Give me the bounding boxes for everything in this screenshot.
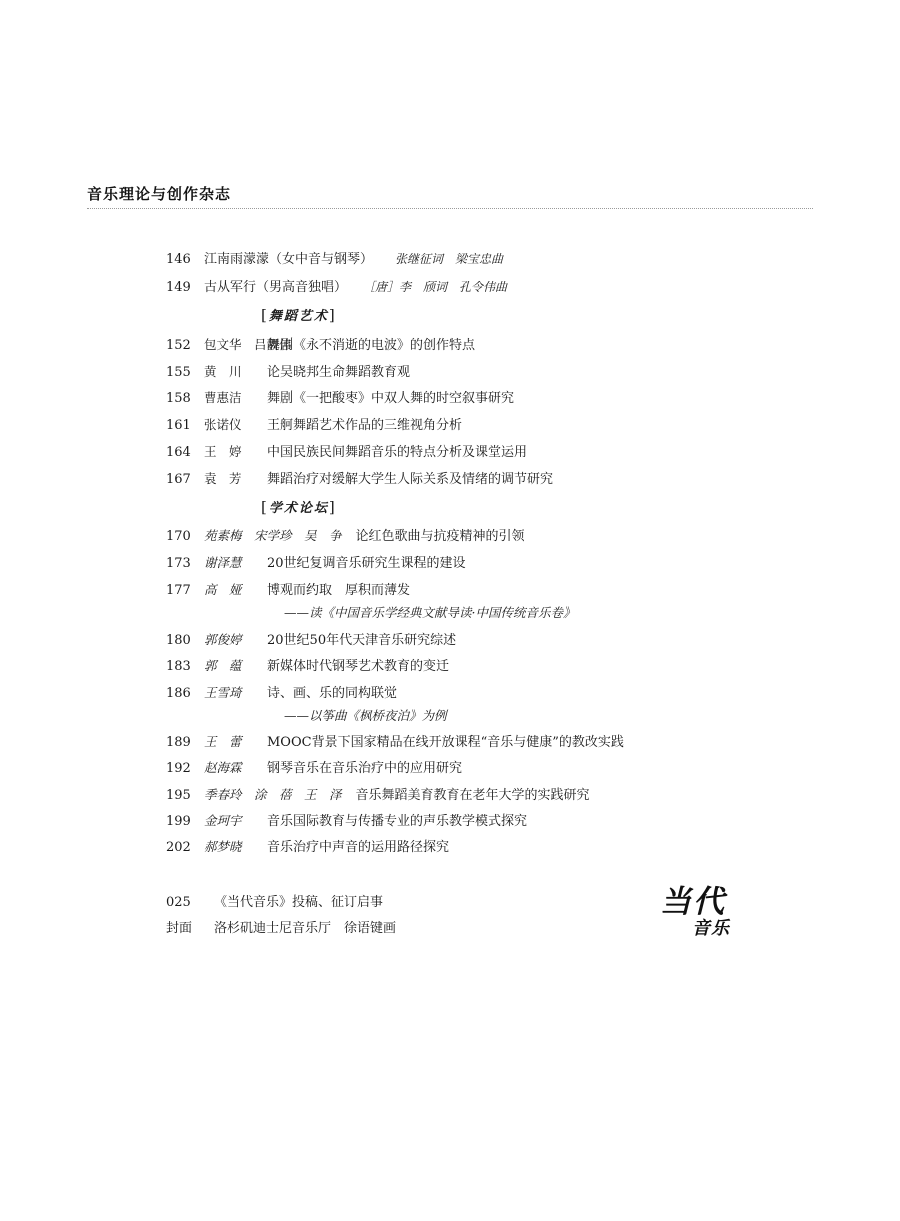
entry-title: 古从军行（男高音独唱） [204,280,348,295]
toc-entry[interactable] [166,632,456,649]
entry-subtitle: ——读《中国音乐学经典文献导读·中国传统音乐卷》 [284,605,576,620]
entry-author: 包文华 吕靓伟 [204,337,292,352]
entry-author: 郭俊婷 [204,632,242,647]
entry-author: 郝梦晓 [204,839,242,854]
toc-entry[interactable] [166,279,507,296]
journal-title: 音乐理论与创作杂志 [87,185,232,203]
footer-note[interactable] [166,921,396,937]
entry-title: 江南雨濛濛（女中音与钢琴） [204,252,374,267]
page-number: 封面 [166,921,193,936]
entry-author: 季春玲 涂 蓓 王 泽 [204,787,342,802]
entry-title: 音乐治疗中声音的运用路径探究 [267,840,450,855]
entry-title: 王舸舞蹈艺术作品的三维视角分析 [267,418,463,433]
page-number: 155 [166,365,191,380]
page-number: 192 [166,761,191,776]
entry-title: 诗、画、乐的同构联觉 [267,686,398,701]
toc-entry[interactable] [166,685,397,702]
page-number: 164 [166,445,191,460]
entry-title: 音乐国际教育与传播专业的声乐教学模式探究 [267,814,528,829]
toc-entry[interactable] [166,471,553,488]
page-number: 170 [166,529,191,544]
entry-author: 张诺仪 [204,417,242,432]
header-divider [87,208,813,209]
entry-title: 钢琴音乐在音乐治疗中的应用研究 [267,761,463,776]
page-number: 202 [166,840,191,855]
page-number: 195 [166,788,191,803]
toc-entry[interactable] [166,390,514,407]
section-heading-dance: [舞蹈艺术] [261,306,337,324]
toc-entry[interactable] [166,528,525,545]
toc-entry[interactable] [166,582,410,599]
entry-author: 曹惠洁 [204,390,242,405]
entry-credits: ［唐］李 颀词 孔令伟曲 [369,280,508,294]
page-number: 189 [166,735,191,750]
toc-entry[interactable] [166,555,466,572]
toc-entry[interactable] [166,658,449,675]
entry-author: 金珂宇 [204,813,242,828]
footer-text: 《当代音乐》投稿、征订启事 [214,895,384,910]
footer-note[interactable] [166,895,383,911]
page-number: 186 [166,686,191,701]
toc-entry[interactable] [166,364,410,381]
entry-credits: 张继征词 梁宝忠曲 [395,252,504,266]
entry-title: 论红色歌曲与抗疫精神的引领 [355,529,525,544]
toc-entry[interactable] [166,734,624,751]
toc-entry[interactable] [166,787,590,804]
entry-title: 音乐舞蹈美育教育在老年大学的实践研究 [355,788,590,803]
toc-entry[interactable] [166,337,475,354]
page-number: 177 [166,583,191,598]
entry-subtitle: ——以筝曲《枫桥夜泊》为例 [284,708,447,723]
entry-title: 论吴晓邦生命舞蹈教育观 [267,365,411,380]
entry-title: 舞剧《一把酸枣》中双人舞的时空叙事研究 [267,391,515,406]
footer-text: 洛杉矶迪士尼音乐厅 徐语键画 [214,921,397,936]
page-number: 180 [166,633,191,648]
magazine-logo [658,876,743,942]
entry-author: 苑素梅 宋学珍 吴 争 [204,528,342,543]
entry-title: 20世纪复调音乐研究生课程的建设 [267,556,466,571]
entry-author: 王 婷 [204,444,242,459]
entry-title: 舞蹈治疗对缓解大学生人际关系及情绪的调节研究 [267,472,554,487]
toc-entry[interactable] [166,444,527,461]
entry-title: 中国民族民间舞蹈音乐的特点分析及课堂运用 [267,445,528,460]
entry-title: 博观而约取 厚积而薄发 [267,583,411,598]
toc-entry[interactable] [166,813,527,830]
page-number: 158 [166,391,191,406]
entry-author: 谢泽慧 [204,555,242,570]
page-number: 149 [166,280,191,295]
page-number: 146 [166,252,191,267]
entry-title: 舞剧《永不消逝的电波》的创作特点 [267,338,476,353]
page-number: 025 [166,895,191,910]
logo-line-2: 音乐 [692,918,730,939]
entry-author: 袁 芳 [204,471,242,486]
page-number: 167 [166,472,191,487]
page-number: 199 [166,814,191,829]
entry-author: 高 娅 [204,582,242,597]
page-number: 152 [166,338,191,353]
page-number: 183 [166,659,191,674]
entry-author: 王雪琦 [204,685,242,700]
toc-entry[interactable] [166,839,449,856]
section-heading-forum: [学术论坛] [261,498,337,516]
page-number: 173 [166,556,191,571]
entry-author: 郭 蕴 [204,658,242,673]
entry-author: 黄 川 [204,364,242,379]
entry-title: 20世纪50年代天津音乐研究综述 [267,633,457,648]
entry-title: 新媒体时代钢琴艺术教育的变迁 [267,659,450,674]
logo-line-1: 当代 [660,884,726,920]
entry-author: 赵海霖 [204,760,242,775]
toc-entry[interactable] [166,417,462,434]
page-number: 161 [166,418,191,433]
entry-title: MOOC背景下国家精品在线开放课程“音乐与健康”的教改实践 [267,735,624,750]
entry-author: 王 蕾 [204,734,242,749]
toc-entry[interactable] [166,760,462,777]
toc-entry[interactable] [166,251,503,268]
